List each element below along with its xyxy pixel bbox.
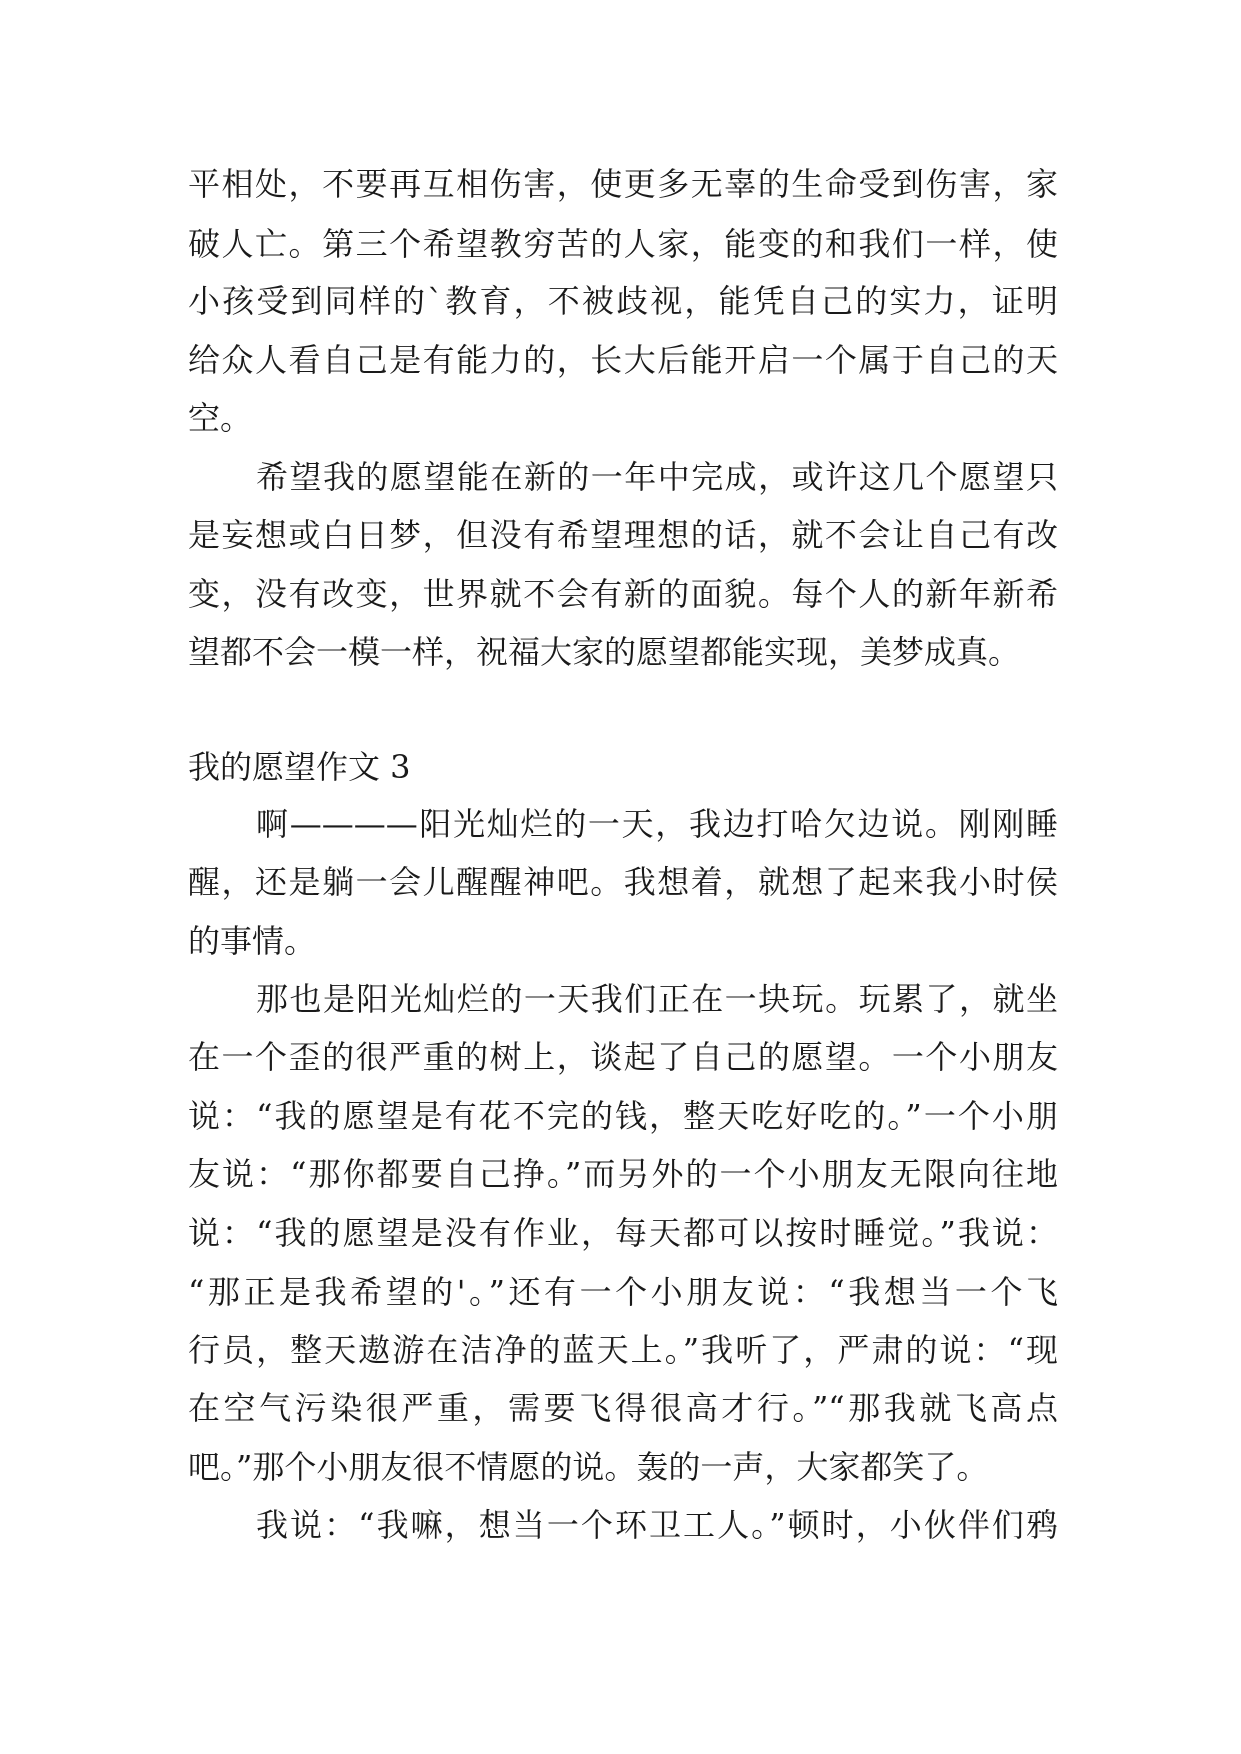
paragraph-1-line-3: 小孩受到同样的`教育，不被歧视，能凭自己的实力，证明 [188, 282, 1058, 320]
paragraph-2-line-1: 希望我的愿望能在新的一年中完成，或许这几个愿望只 [256, 458, 1058, 496]
paragraph-2-line-2: 是妄想或白日梦，但没有希望理想的话，就不会让自己有改 [188, 516, 1058, 554]
paragraph-4-line-7: 行员，整天遨游在洁净的蓝天上。”我听了，严肃的说：“现 [188, 1331, 1058, 1369]
paragraph-4-line-9: 吧。”那个小朋友很不情愿的说。轰的一声，大家都笑了。 [188, 1448, 989, 1486]
paragraph-4-line-6: “那正是我希望的'。”还有一个小朋友说：“我想当一个飞 [188, 1273, 1058, 1311]
paragraph-3-line-3: 的事情。 [188, 922, 317, 960]
paragraph-1-line-5: 空。 [188, 399, 253, 437]
paragraph-5-line-1: 我说：“我嘛，想当一个环卫工人。”顿时，小伙伴们鸦 [256, 1506, 1058, 1544]
paragraph-1-line-1: 平相处，不要再互相伤害，使更多无辜的生命受到伤害，家 [188, 165, 1058, 203]
paragraph-4-line-3: 说：“我的愿望是有花不完的钱，整天吃好吃的。”一个小朋 [188, 1097, 1058, 1135]
paragraph-4-line-1: 那也是阳光灿烂的一天我们正在一块玩。玩累了，就坐 [256, 980, 1058, 1018]
paragraph-3-line-2: 醒，还是躺一会儿醒醒神吧。我想着，就想了起来我小时侯 [188, 863, 1058, 901]
paragraph-4-line-4: 友说：“那你都要自己挣。”而另外的一个小朋友无限向往地 [188, 1155, 1058, 1193]
paragraph-1-line-4: 给众人看自己是有能力的，长大后能开启一个属于自己的天 [188, 341, 1058, 379]
paragraph-2-line-4: 望都不会一模一样，祝福大家的愿望都能实现，美梦成真。 [188, 633, 1021, 671]
paragraph-4-line-2: 在一个歪的很严重的树上，谈起了自己的愿望。一个小朋友 [188, 1038, 1058, 1076]
paragraph-4-line-5: 说：“我的愿望是没有作业，每天都可以按时睡觉。”我说： [188, 1214, 1058, 1252]
paragraph-4-line-8: 在空气污染很严重，需要飞得很高才行。”“那我就飞高点 [188, 1389, 1058, 1427]
paragraph-3-line-1: 啊————阳光灿烂的一天，我边打哈欠边说。刚刚睡 [256, 805, 1058, 843]
paragraph-2-line-3: 变，没有改变，世界就不会有新的面貌。每个人的新年新希 [188, 575, 1058, 613]
section-title: 我的愿望作文 3 [188, 748, 411, 786]
paragraph-1-line-2: 破人亡。第三个希望教穷苦的人家，能变的和我们一样，使 [188, 225, 1058, 263]
